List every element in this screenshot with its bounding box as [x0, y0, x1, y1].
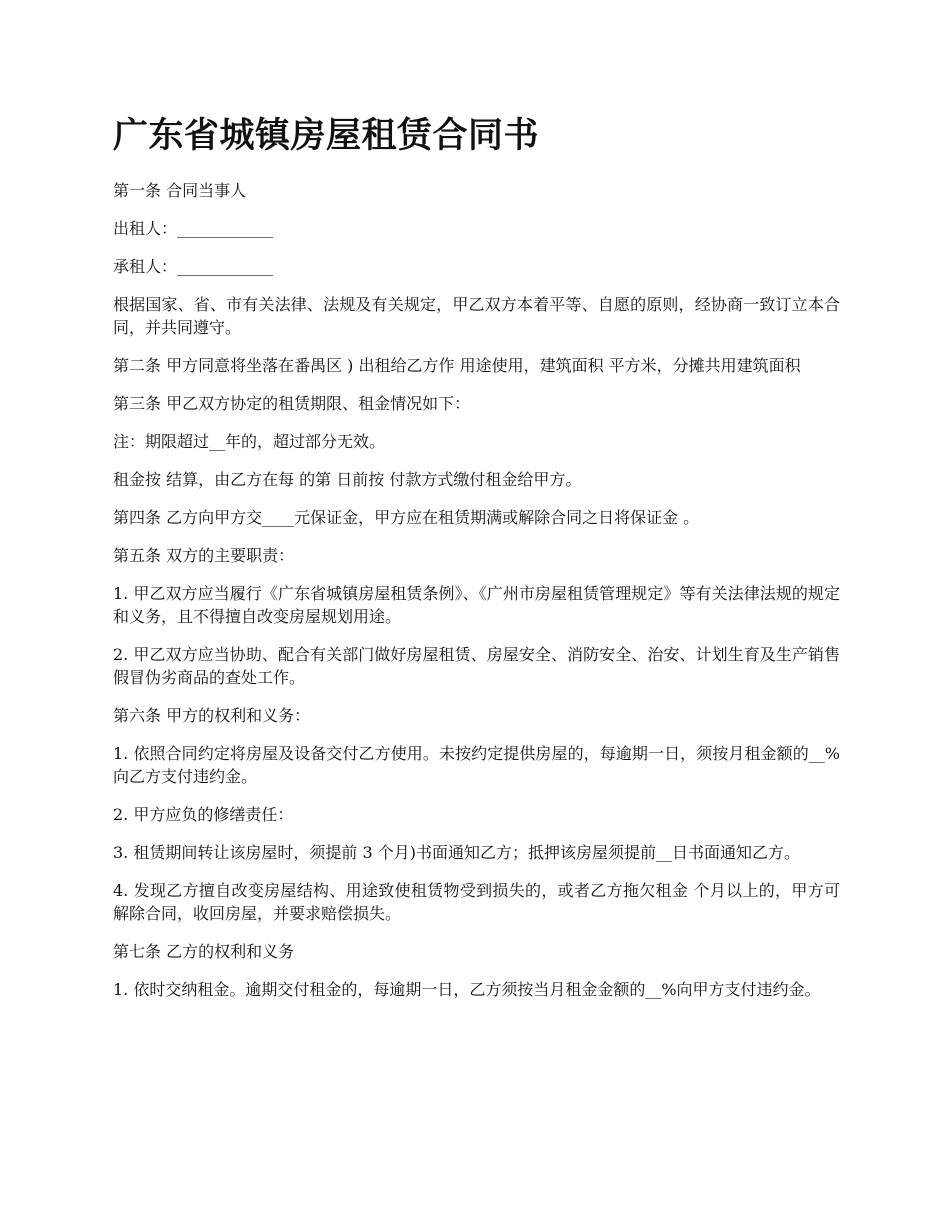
lessee-line: 承租人：____________ — [113, 257, 274, 276]
article-4-paragraph: 第四条 乙方向甲方交____元保证金，甲方应在租赁期满或解除合同之日将保证金 。 — [113, 508, 700, 527]
article-2-paragraph: 第二条 甲方同意将坐落在番禺区 ) 出租给乙方作 用途使用，建筑面积 平方米，分摊共用建筑面积 — [113, 356, 801, 375]
article-6-item-2: 2. 甲方应负的修缮责任： — [113, 805, 294, 824]
article-5-item-2: 2. 甲乙双方应当协助、配合有关部门做好房屋租赁、房屋安全、消防安全、治安、计划生育及生产销售假冒伪劣商品的查处工作。 — [113, 645, 840, 687]
rent-payment-paragraph: 租金按 结算，由乙方在每 的第 日前按 付款方式缴付租金给甲方。 — [113, 470, 582, 489]
article-3-heading: 第三条 甲乙双方协定的租赁期限、租金情况如下： — [113, 394, 471, 413]
term-note: 注：期限超过__年的，超过部分无效。 — [113, 432, 386, 451]
article-6-item-4: 4. 发现乙方擅自改变房屋结构、用途致使租赁物受到损失的，或者乙方拖欠租金 个月以上的，甲方可解除合同，收回房屋，并要求赔偿损失。 — [113, 881, 840, 923]
article-7-item-1: 1. 依时交纳租金。逾期交付租金的，每逾期一日，乙方须按当月租金金额的__%向甲方支付违约金。 — [113, 980, 821, 999]
article-6-item-1: 1. 依照合同约定将房屋及设备交付乙方使用。未按约定提供房屋的，每逾期一日，须按月租金额的__%向乙方支付违约金。 — [113, 744, 840, 786]
preamble-paragraph: 根据国家、省、市有关法律、法规及有关规定，甲乙双方本着平等、自愿的原则，经协商一致订立本合同，并共同遵守。 — [113, 295, 840, 337]
document-title: 广东省城镇房屋租赁合同书 — [113, 116, 540, 156]
document-page — [113, 112, 840, 1016]
article-5-heading: 第五条 双方的主要职责： — [113, 546, 295, 565]
article-6-item-3: 3. 租赁期间转让该房屋时，须提前 3 个月)书面通知乙方；抵押该房屋须提前__日书面通知乙方。 — [113, 843, 800, 862]
article-5-item-1: 1. 甲乙双方应当履行《广东省城镇房屋租赁条例》、《广州市房屋租赁管理规定》等有关法律法规的规定和义务，且不得擅自改变房屋规划用途。 — [113, 584, 840, 626]
article-6-heading: 第六条 甲方的权利和义务： — [113, 706, 311, 725]
article-1-heading: 第一条 合同当事人 — [113, 181, 247, 200]
lessor-line: 出租人：____________ — [113, 219, 274, 238]
article-7-heading: 第七条 乙方的权利和义务 — [113, 942, 295, 961]
